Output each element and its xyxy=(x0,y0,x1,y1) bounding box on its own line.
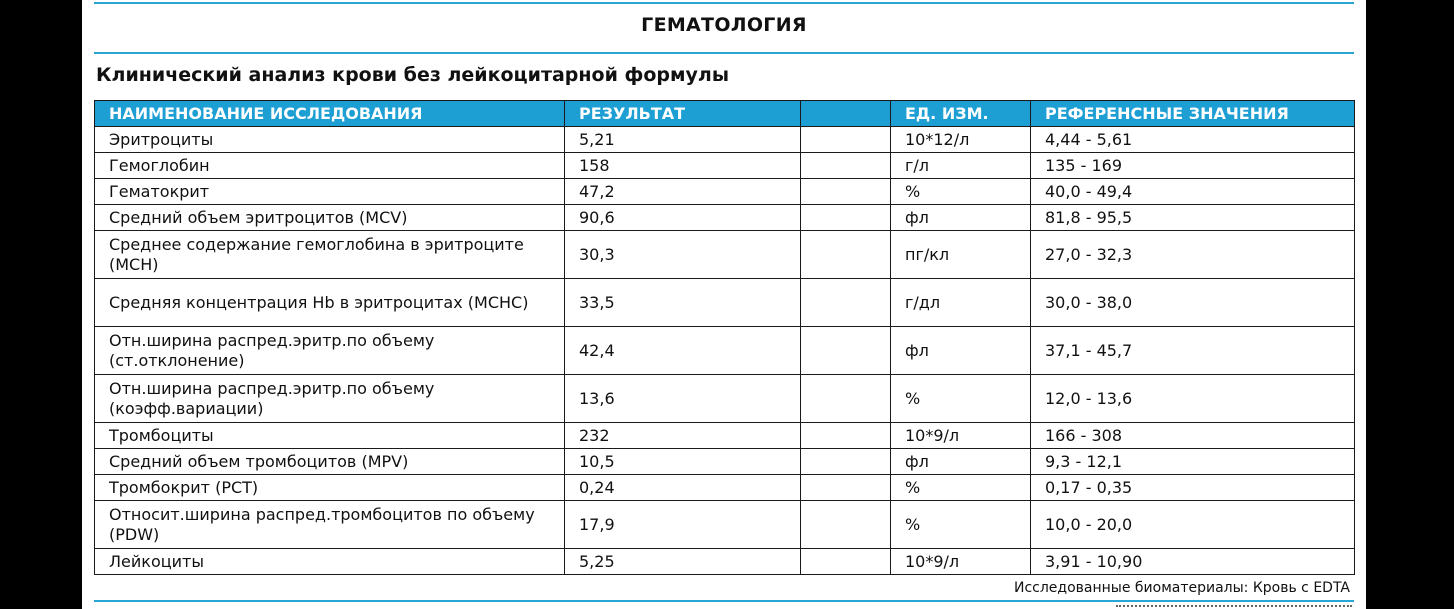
table-row xyxy=(95,449,1355,475)
top-rule xyxy=(94,2,1354,4)
table-row xyxy=(95,327,1355,375)
unit-cell: г/дл xyxy=(891,279,1031,327)
reference-cell: 81,8 - 95,5 xyxy=(1031,205,1355,231)
result-cell: 5,25 xyxy=(565,549,801,575)
report-page xyxy=(82,0,1366,609)
section-rule xyxy=(94,52,1354,54)
test-name-cell: Средний объем тромбоцитов (MPV) xyxy=(95,449,565,475)
test-name-cell: Эритроциты xyxy=(95,127,565,153)
test-name-cell: Тромбокрит (PCT) xyxy=(95,475,565,501)
test-name-cell: Лейкоциты xyxy=(95,549,565,575)
blank-cell xyxy=(801,231,891,279)
left-black-bar xyxy=(0,0,82,609)
reference-cell: 0,17 - 0,35 xyxy=(1031,475,1355,501)
unit-cell: 10*9/л xyxy=(891,549,1031,575)
unit-cell: фл xyxy=(891,205,1031,231)
panel-title: Клинический анализ крови без лейкоцитарной формулы xyxy=(96,64,730,86)
reference-cell: 30,0 - 38,0 xyxy=(1031,279,1355,327)
blank-cell xyxy=(801,475,891,501)
header-blank xyxy=(801,101,891,127)
blank-cell xyxy=(801,501,891,549)
result-cell: 10,5 xyxy=(565,449,801,475)
unit-cell: % xyxy=(891,375,1031,423)
unit-cell: фл xyxy=(891,327,1031,375)
test-name-cell: Отн.ширина распред.эритр.по объему (коэфф.вариации) xyxy=(95,375,565,423)
blank-cell xyxy=(801,327,891,375)
reference-cell: 4,44 - 5,61 xyxy=(1031,127,1355,153)
reference-cell: 166 - 308 xyxy=(1031,423,1355,449)
biomaterial-note: Исследованные биоматериалы: Кровь с EDTA xyxy=(1013,580,1350,596)
header-name: НАИМЕНОВАНИЕ ИССЛЕДОВАНИЯ xyxy=(95,101,565,127)
result-cell: 13,6 xyxy=(565,375,801,423)
header-reference: РЕФЕРЕНСНЫЕ ЗНАЧЕНИЯ xyxy=(1031,101,1355,127)
table-row xyxy=(95,231,1355,279)
test-name-cell: Средняя концентрация Hb в эритроцитах (MCHC) xyxy=(95,279,565,327)
result-cell: 0,24 xyxy=(565,475,801,501)
blank-cell xyxy=(801,449,891,475)
reference-cell: 40,0 - 49,4 xyxy=(1031,179,1355,205)
test-name-cell: Отн.ширина распред.эритр.по объему (ст.отклонение) xyxy=(95,327,565,375)
unit-cell: фл xyxy=(891,449,1031,475)
table-row xyxy=(95,549,1355,575)
table-row xyxy=(95,475,1355,501)
test-name-cell: Средний объем эритроцитов (MCV) xyxy=(95,205,565,231)
test-name-cell: Относит.ширина распред.тромбоцитов по объему (PDW) xyxy=(95,501,565,549)
header-unit: ЕД. ИЗМ. xyxy=(891,101,1031,127)
reference-cell: 12,0 - 13,6 xyxy=(1031,375,1355,423)
table-row xyxy=(95,423,1355,449)
unit-cell: пг/кл xyxy=(891,231,1031,279)
blank-cell xyxy=(801,205,891,231)
blank-cell xyxy=(801,127,891,153)
table-row xyxy=(95,279,1355,327)
table-row xyxy=(95,127,1355,153)
test-name-cell: Гемоглобин xyxy=(95,153,565,179)
section-title: ГЕМАТОЛОГИЯ xyxy=(641,14,807,36)
reference-cell: 10,0 - 20,0 xyxy=(1031,501,1355,549)
table-row xyxy=(95,205,1355,231)
unit-cell: 10*9/л xyxy=(891,423,1031,449)
result-cell: 30,3 xyxy=(565,231,801,279)
unit-cell: % xyxy=(891,179,1031,205)
result-cell: 33,5 xyxy=(565,279,801,327)
reference-cell: 27,0 - 32,3 xyxy=(1031,231,1355,279)
result-cell: 158 xyxy=(565,153,801,179)
unit-cell: % xyxy=(891,501,1031,549)
table-row xyxy=(95,501,1355,549)
results-table xyxy=(94,100,1355,575)
reference-cell: 9,3 - 12,1 xyxy=(1031,449,1355,475)
table-row xyxy=(95,375,1355,423)
blank-cell xyxy=(801,375,891,423)
reference-cell: 135 - 169 xyxy=(1031,153,1355,179)
header-result: РЕЗУЛЬТАТ xyxy=(565,101,801,127)
result-cell: 42,4 xyxy=(565,327,801,375)
unit-cell: г/л xyxy=(891,153,1031,179)
blank-cell xyxy=(801,179,891,205)
test-name-cell: Тромбоциты xyxy=(95,423,565,449)
results-body xyxy=(95,127,1355,575)
cut-off-text xyxy=(1116,602,1352,609)
reference-cell: 37,1 - 45,7 xyxy=(1031,327,1355,375)
reference-cell: 3,91 - 10,90 xyxy=(1031,549,1355,575)
result-cell: 47,2 xyxy=(565,179,801,205)
test-name-cell: Гематокрит xyxy=(95,179,565,205)
table-row xyxy=(95,179,1355,205)
header-row xyxy=(95,101,1355,127)
blank-cell xyxy=(801,153,891,179)
result-cell: 17,9 xyxy=(565,501,801,549)
result-cell: 90,6 xyxy=(565,205,801,231)
test-name-cell: Среднее содержание гемоглобина в эритроците (MCH) xyxy=(95,231,565,279)
blank-cell xyxy=(801,423,891,449)
table-row xyxy=(95,153,1355,179)
blank-cell xyxy=(801,549,891,575)
blank-cell xyxy=(801,279,891,327)
right-black-bar xyxy=(1366,0,1454,609)
result-cell: 232 xyxy=(565,423,801,449)
result-cell: 5,21 xyxy=(565,127,801,153)
unit-cell: % xyxy=(891,475,1031,501)
unit-cell: 10*12/л xyxy=(891,127,1031,153)
